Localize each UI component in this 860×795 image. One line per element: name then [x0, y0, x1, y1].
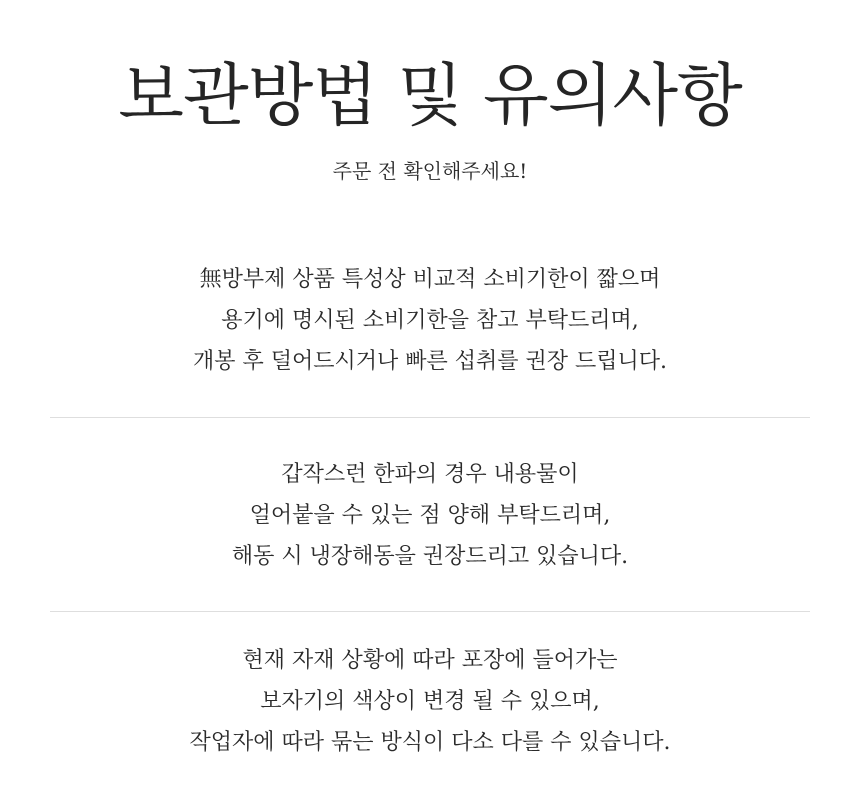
- notice-section-preservative: [0, 259, 860, 382]
- notice-line: 개봉 후 덜어드시거나 빠른 섭취를 권장 드립니다.: [193, 349, 667, 374]
- section-divider: [50, 611, 810, 612]
- notice-line: 해동 시 냉장해동을 권장드리고 있습니다.: [231, 544, 629, 569]
- notice-line: 보자기의 색상이 변경 될 수 있으며,: [260, 689, 600, 714]
- notice-section-packaging: [0, 640, 860, 763]
- notice-line: 無방부제 상품 특성상 비교적 소비기한이 짧으며: [199, 267, 661, 292]
- notice-line: 용기에 명시된 소비기한을 참고 부탁드리며,: [221, 308, 639, 333]
- notice-line: 작업자에 따라 묶는 방식이 다소 다를 수 있습니다.: [189, 730, 671, 755]
- page-title: 보관방법 및 유의사항: [118, 57, 742, 136]
- page-subtitle: 주문 전 확인해주세요!: [332, 159, 528, 183]
- notice-line: 현재 자재 상황에 따라 포장에 들어가는: [242, 648, 618, 673]
- section-divider: [50, 417, 810, 418]
- notice-line: 갑작스런 한파의 경우 내용물이: [281, 462, 579, 487]
- notice-section-cold-wave: [0, 454, 860, 577]
- notice-line: 얼어붙을 수 있는 점 양해 부탁드리며,: [249, 503, 611, 528]
